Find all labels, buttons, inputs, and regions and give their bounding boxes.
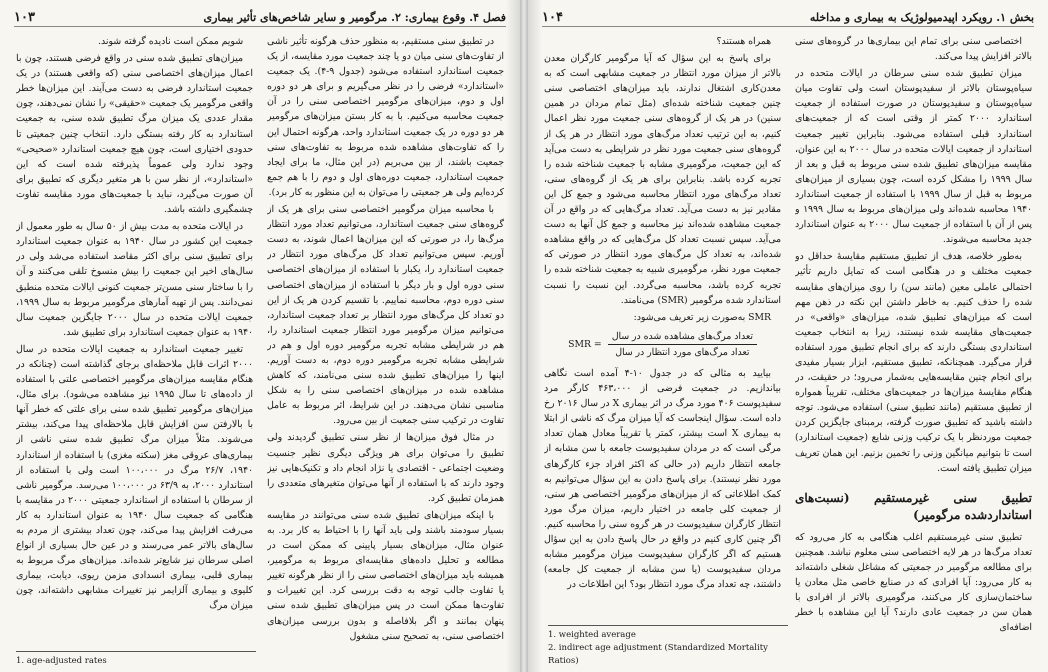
page-curl-shadow	[528, 0, 542, 672]
section-heading: تطبیق سنی غیرمستقیم (نسبت‌های استانداردشده مرگومیر)	[795, 490, 1032, 522]
paragraph: به‌طور خلاصه، هدف از تطبیق مستقیم مقایسهٔ حداقل دو جمعیت مختلف و در هنگامی است که تمایل داریم تأثیر احتمالی عاملی معین (مانند سن) را روی میزان‌های مقایسه شده را حذف کنیم. به خاطر داشتن این نکته در ذهن مهم است که میزان‌های تطبیق شده، میزان‌های «واقعی» در جمعیت‌های مقایسه شده نیستند، زیرا به انتخاب جمعیت استانداردی بستگی دارند که برای انجام تطبیق مورد استفاده قرار می‌گیرد. همچنانکه، تطبیق مستقیم، ابزار بسیار مفیدی برای انجام چنین مقایسه‌هایی به‌شمار می‌رود؛ در حقیقت، در هنگام مقایسهٔ میزان‌ها در جمعیت‌های مختلف، تقریباً همواره از تطبیق مستقیم (مانند تطبیق سنی) استفاده می‌شود. توجه داشته باشید که تطبیق صورت گرفته، برمبنای جایگزین کردن جمعیت موردنظر با یک ترکیب وزنی شایع (جمعیت استاندارد) است تا بتوانیم میانگین وزنی را تخمین بزنیم. این همان تعریف میزان تطبیق یافته است.	[795, 251, 1032, 474]
page-number: ۱۰۳	[14, 9, 35, 25]
paragraph: میزان‌های تطبیق شده سنی در واقع فرضی هستند، چون با اعمال میزان‌های اختصاصی سنی (که واقعی هستند) در یک جمعیت استاندارد فرضی به دست می‌آیند. این میزان‌ها خطر واقعی مرگومیر یک جمعیت «حقیقی» را نشان نمی‌دهند، چون مقدار عددی یک میزان مرگ تطبیق شده سنی، به جمعیت استاندارد به کار رفته بستگی دارد. انتخاب چنین جمعیتی تا حدودی اختیاری است، چون هیچ جمعیت استاندارد «صحیحی» وجود ندارد ولی عموماً پذیرفته شده است که این «استاندارد»، از نظر سن با هر متغیر دیگری که تطبیق برای آن صورت می‌گیرد، نباید با جمعیت‌های مورد مقایسه تفاوت چشمگیری داشته باشد.	[16, 53, 253, 216]
formula-lhs: SMR =	[568, 338, 602, 350]
book-gutter	[520, 0, 528, 672]
left-page-columns	[16, 34, 504, 646]
column-right	[795, 34, 1032, 646]
paragraph: شویم ممکن است نادیده گرفته شوند.	[98, 36, 243, 47]
right-page-header	[542, 8, 1034, 27]
formula-denominator: تعداد مرگ‌های مورد انتظار در سال	[615, 346, 750, 358]
running-head: بخش ۱. رویکرد اپیدمیولوژیک به بیماری و مداخله	[809, 10, 1034, 24]
left-page-header	[14, 8, 506, 27]
column-right	[267, 34, 504, 646]
paragraph: همراه هستند؟	[716, 36, 771, 47]
paragraph: با اینکه میزان‌های تطبیق شده سنی می‌توانند در مقایسه بسیار سودمند باشند ولی باید آنها را با احتیاط به کار برد. به عنوان مثال، میزان‌های بسیار پایینی که ممکن است در مطالعه و تحلیل داده‌های مقایسه‌ای مربوط به مرگومیر، همیشه باید میزان‌های اختصاصی سنی را از نظر هرگونه تغییر یا تفاوت جالب توجه به دقت بررسی کرد. این تغییرات و تفاوت‌ها ممکن است در پس میزان‌های تطبیق شده سنی پنهان بمانند و اگر بلافاصله و بدون بررسی میزان‌های اختصاصی سنی، به تصحیح سنی مشغول	[267, 509, 504, 642]
footnote: 1. weighted average	[548, 630, 636, 640]
left-page	[0, 0, 520, 672]
paragraph: تغییر جمعیت استاندارد به جمعیت ایالات متحده در سال ۲۰۰۰ اثرات قابل ملاحظه‌ای برجای گذاشته است (چنانکه در هنگام مقایسه میزان‌های مرگومیر اختصاصی علتی با استفاده از داده‌های تا سال ۱۹۹۵ نیز مشاهده می‌شود). برای مثال، میزان‌های مرگومیر تطبیق شده سنی برای علتی که خطر آنها با بالارفتن سن افزایش قابل ملاحظه‌ای پیدا می‌کند، بیشتر می‌شوند. مثلاً میزان مرگ تطبیق شده سنی ناشی از بیماری‌های عروقی مغز (سکته مغزی) با استفاده از استاندارد ۱۹۴۰، ۲۶/۷ مرگ در ۱۰۰،۰۰۰ است ولی با استفاده از استاندارد ۲۰۰۰، به ۶۳/۹ در ۱۰۰،۰۰۰ می‌رسد. مرگومیر ناشی از سرطان با استفاده از استاندارد جمعیتی ۲۰۰۰ در مقایسه با هنگامی که جمعیت سال ۱۹۴۰ به عنوان استاندارد به کار می‌رفت افزایش پیدا می‌کند، چون تعداد بیشتری از مردم به سال‌های بالاتر عمر می‌رسند و در عین حال بسیاری از انواع اصلی سرطان نیز شایع‌تر شده‌اند. میزان‌های مرگ مربوط به بیماری قلبی، بیماری انسدادی مزمن ریوی، دیابت، بیماری کلیوی و بیماری آلزایمر نیز تغییرات مشابهی داشته‌اند، چون میزان مرگ	[16, 343, 253, 612]
footnotes	[16, 651, 256, 668]
page-curl-shadow	[506, 0, 520, 672]
right-page	[528, 0, 1048, 672]
paragraph: میزان تطبیق شده سنی سرطان در ایالات متحده در سیاه‌پوستان بالاتر از سفیدپوستان است ولی تفاوت میان سیاه‌پوستان و سفیدپوستان در صورت استفاده از جمعیت استاندارد ۲۰۰۰ کمتر از وقتی است که از جمعیت‌های استاندارد قبلی استفاده می‌شود. بنابراین تغییر جمعیت استاندارد از جمعیت ایالات متحده در سال ۲۰۰۰ به این عنوان، مقایسه میزان‌های تطبیق شده سنی مربوط به قبل و بعد از سال ۱۹۹۹ را مشکل کرده است، چون بسیاری از میزان‌های مربوط به قبل از سال ۱۹۹۹ با استفاده از جمعیت استاندارد ۱۹۴۰ محاسبه شده‌اند ولی میزان‌های مربوط به سال ۱۹۹۹ و پس از آن با استفاده از جمعیت سال ۲۰۰۰ به عنوان استاندارد جدید محاسبه می‌شوند.	[795, 68, 1032, 246]
footnote: 1. age-adjusted rates	[16, 656, 107, 666]
paragraph: در تطبیق سنی مستقیم، به منظور حذف هرگونه تأثیر ناشی از تفاوت‌های سنی میان دو یا چند جمعیت مورد مقایسه، از یک جمعیت استاندارد استفاده می‌شود (جدول ۹-۴). یک جمعیت «استاندارد» فرضی را در نظر می‌گیریم و برای هر دو دوره اول و دوم، میزان‌های مرگومیر اختصاصی سنی را در آن جمعیت محاسبه می‌کنیم. با به کار بستن میزان‌های مرگومیر هر دو دوره در یک جمعیت استاندارد واحد، هرگونه احتمال این را که تفاوت‌های مشاهده شده مربوط به تفاوت‌های سنی جمعیت باشند، از بین می‌بریم (در این مثال، ما برای ایجاد جمعیت استاندارد، جمعیت دوره‌های اول و دوم را با هم جمع کرده‌ایم ولی هر جمعیتی را می‌توان به این منظور به کار برد).	[267, 36, 504, 198]
smr-formula	[544, 329, 781, 360]
paragraph: اختصاصی سنی برای تمام این بیماری‌ها در گروه‌های سنی بالاتر افزایش پیدا می‌کند.	[795, 36, 1032, 63]
paragraph: با محاسبه میزان مرگومیر اختصاصی سنی برای هر یک از گروه‌های سنی جمعیت استاندارد، می‌توانیم تعداد مورد انتظار مرگ‌ها را، در صورتی که این میزان‌ها اعمال شوند، به دست آوریم. سپس می‌توانیم تعداد کل مرگ‌های مورد انتظار در جمعیت استاندارد را، یکبار با استفاده از میزان‌های اختصاصی سنی دوره اول و بار دیگر با استفاده از میزان‌های اختصاصی سنی دوره دوم، محاسبه نماییم. با تقسیم کردن هر یک از این دو تعداد کل مرگ‌های مورد انتظار بر تعداد جمعیت استاندارد، می‌توانیم میزان مرگومیر مورد انتظار جمعیت استاندارد را، هم در شرایطی مشابه تجربه مرگومیر دوره اول و هم در شرایطی مشابه تجربه مرگومیر دوره دوم، به دست آوریم. اینها را میزان‌های تطبیق شده سنی می‌نامند، که کاهش مشاهده شده در میزان‌های اختصاصی سنی را به شکل مناسبی نشان می‌دهند. در این شرایط، اثر مربوط به عامل تفاوت در ترکیب سنی جمعیت از بین می‌رود.	[267, 204, 504, 427]
formula-numerator: تعداد مرگ‌های مشاهده شده در سال	[608, 329, 757, 345]
paragraph: در مثال فوق میزان‌ها از نظر سنی تطبیق گردیدند ولی تطبیق را می‌توان برای هر ویژگی دیگری نظیر جنسیت وضعیت اجتماعی - اقتصادی یا نژاد انجام داد و تکنیک‌هایی نیز وجود دارند که با استفاده از آنها می‌توان متغیرهای متعددی را همزمان تطبیق کرد.	[267, 432, 504, 504]
column-left	[16, 34, 253, 646]
fraction	[608, 329, 757, 360]
paragraph: SMR به‌صورت زیر تعریف می‌شود:	[633, 311, 771, 323]
footnotes	[548, 625, 788, 668]
paragraph: در ایالات متحده به مدت بیش از ۵۰ سال به طور معمول از جمعیت این کشور در سال ۱۹۴۰ به عنوان جمعیت استاندارد برای تطبیق سنی برای اکثر مقاصد استفاده می‌شد ولی در سال‌های اخیر این جمعیت را بیش منسوخ تلقی می‌کنند و آن را با ساختار سنی مسن‌تر جمعیت کنونی ایالات متحده منطبق نمی‌دانند. پس از تهیه آمارهای مرگومیر مربوط به سال ۱۹۹۹، جمعیت ایالات متحده در سال ۲۰۰۰ جایگزین جمعیت سال ۱۹۴۰ به عنوان جمعیت استاندارد برای تطبیق شد.	[16, 221, 253, 338]
right-page-columns	[544, 34, 1032, 646]
footnote: 2. indirect age adjustment (Standardized Mortality Ratios)	[548, 643, 768, 666]
page-number: ۱۰۴	[542, 9, 563, 25]
column-left	[544, 34, 781, 646]
paragraph: تطبیق سنی غیرمستقیم اغلب هنگامی به کار می‌رود که تعداد مرگ‌ها در هر لایه اختصاصی سنی معلوم نباشد. همچنین برای مطالعه مرگومیر در جمعیتی که مشاغل شغلی داشته‌اند به کار می‌رود: آیا افرادی که در صنایع خاصی مثل معادن یا ساختمان‌سازی کار می‌کنند، مرگومیری بالاتر از افرادی با همان سن در جمعیت عادی دارند؟ آیا این مشاهده با خطر اضافه‌ای	[795, 531, 1032, 634]
running-head: فصل ۴. وقوع بیماری: ۲. مرگومیر و سایر شاخص‌های تأثیر بیماری	[203, 10, 506, 24]
paragraph: برای پاسخ به این سؤال که آیا مرگومیر کارگران معدن بالاتر از میزان مورد انتظار در جمعیت مشابهی است که به معدن‌کاری اشتغال ندارند، باید میزان‌های اختصاصی سنی چنین جمعیت شناخته شده‌ای (مثل تمام مردان در همین سنین) در هر یک از گروه‌های سنی جمعیت مورد نظر اعمال کنیم، به این ترتیب تعداد مرگ‌های مورد انتظار در هر یک از گروه‌های سنی جمعیت مورد نظر در شرایطی به دست می‌آید که این جمعیت، مرگومیری مشابه با جمعیت شناخته شده را تجربه کرده باشد. بنابراین برای هر یک از گروه‌های سنی، تعداد مرگ‌های مورد انتظار محاسبه می‌شود و جمع کل این مقادیر نیز به دست می‌آید. تعداد مرگ‌هایی که در واقع در آن جمعیت مشاهده شده‌اند نیز محاسبه و جمع کل آنها به دست می‌آید. سپس نسبت تعداد کل مرگ‌هایی که در واقع مشاهده شده‌اند، به تعداد کل مرگ‌های مورد انتظار در صورتی که جمعیت مورد نظر، مرگومیری شبیه به جمعیت شناخته شده را تجربه کرده باشد، محاسبه می‌گردد. این نسبت را نسبت استاندارد شده مرگومیر (SMR) می‌نامند.	[544, 53, 781, 306]
paragraph: بیایید به مثالی که در جدول ۱۰-۴ آمده است نگاهی بیاندازیم. در جمعیت فرضی از ۴۶۳،۰۰۰ کارگر مرد سفیدپوست ۴۰۶ مورد مرگ در اثر بیماری X در سال ۲۰۱۶ رخ داده است. سؤال اینجاست که آیا میزان مرگ که ناشی از ابتلا به بیماری X است بیشتر، کمتر یا تقریباً معادل همان تعداد مرگی است که در مردان سفیدپوست جامعه با سن مشابه از جامعه انتظار داریم (در حالی که اکثر افراد جزء کارگرهای مورد نظر نیستند). برای پاسخ دادن به این سؤال می‌توانیم به کمک اطلاعاتی که از میزان‌های مرگومیر اختصاصی هر سنی، از جمعیت کلی جامعه در اختیار داریم، میزان مرگ مورد انتظار کارگران سفیدپوست در هر گروه سنی را محاسبه کنیم. اگر چنین کاری کنیم در واقع در حال پاسخ دادن به این سؤال هستیم که اگر کارگران سفیدپوست میزان مرگومیر مشابه مردان سفیدپوست (یا سن مشابه از جمعیت کل جامعه) داشتند، چه تعداد مرگ مورد انتظار بود؟ این اطلاعات در	[544, 367, 781, 591]
